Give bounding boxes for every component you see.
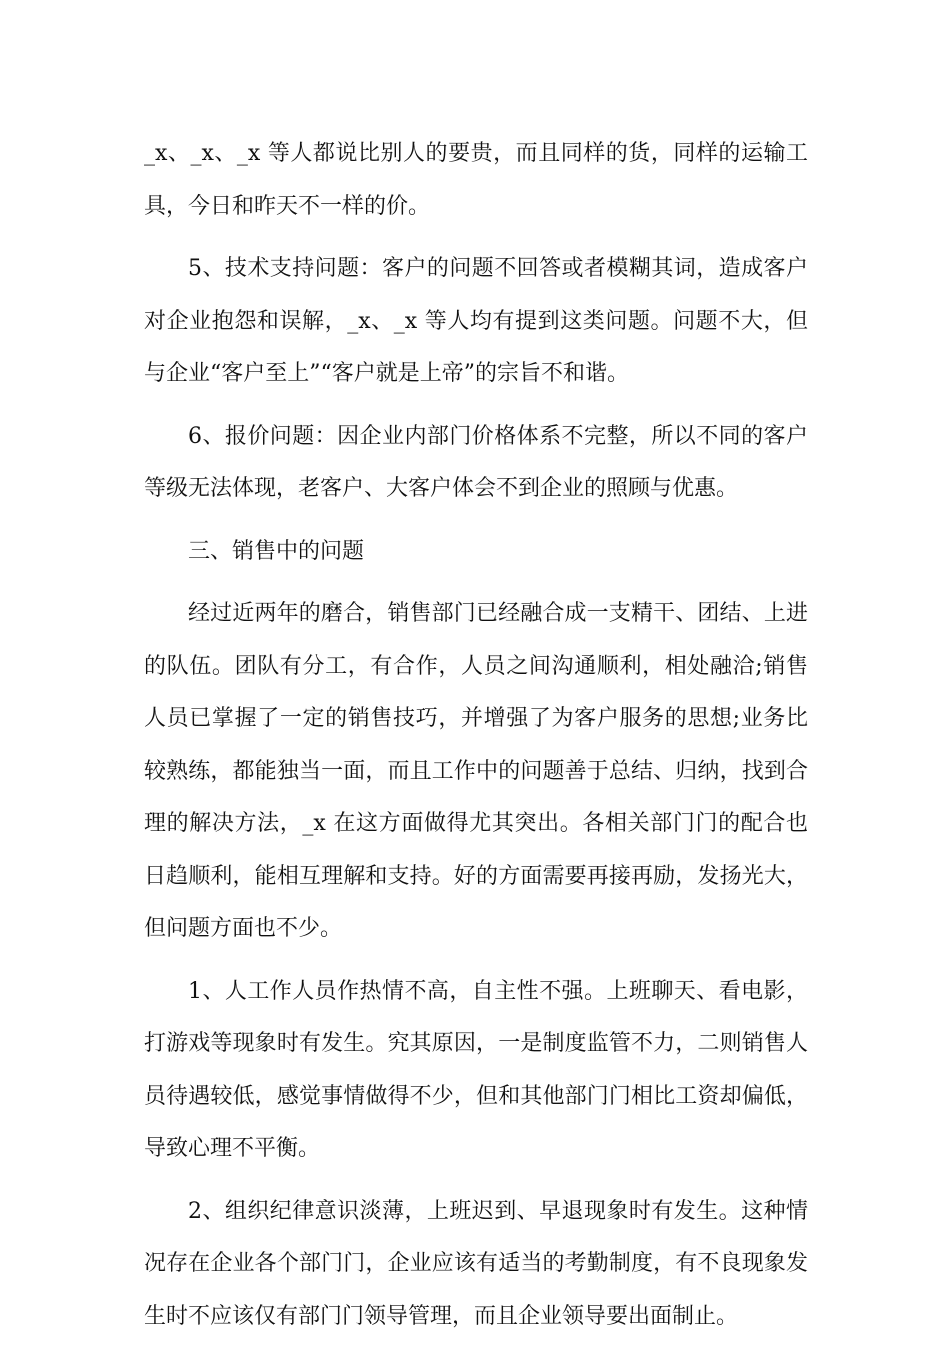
document-body <box>144 128 808 1353</box>
paragraph-section-intro: 经过近两年的磨合，销售部门已经融合成一支精干、团结、上进的队伍。团队有分工，有合作，人员之间沟通顺利，相处融洽;销售人员已掌握了一定的销售技巧，并增强了为客户服务的思想;业务比较熟练，都能独当一面，而且工作中的问题善于总结、归纳，找到合理的解决方法，_x 在这方面做得尤其突出。各相关部门门的配合也日趋顺利，能相互理解和支持。好的方面需要再接再励，发扬光大，但问题方面也不少。 <box>144 601 808 941</box>
paragraph-item-1: 1、人工作人员作热情不高，自主性不强。上班聊天、看电影，打游戏等现象时有发生。究其原因，一是制度监管不力，二则销售人员待遇较低，感觉事情做得不少，但和其他部门门相比工资却偏低，导致心理不平衡。 <box>144 978 808 1161</box>
paragraph-continuation: _x、_x、_x 等人都说比别人的要贵，而且同样的货，同样的运输工具，今日和昨天不一样的价。 <box>144 141 808 219</box>
paragraph-item-2: 2、组织纪律意识淡薄，上班迟到、早退现象时有发生。这种情况存在企业各个部门门，企业应该有适当的考勤制度，有不良现象发生时不应该仅有部门门领导管理，而且企业领导要出面制止。 <box>144 1198 808 1329</box>
paragraph-item-5: 5、技术支持问题：客户的问题不回答或者模糊其词，造成客户对企业抱怨和误解，_x、_x 等人均有提到这类问题。问题不大，但与企业“客户至上”“客户就是上帝”的宗旨不和谐。 <box>144 256 808 386</box>
section-heading: 三、销售中的问题 <box>188 538 365 564</box>
paragraph-item-6: 6、报价问题：因企业内部门价格体系不完整，所以不同的客户等级无法体现，老客户、大客户体会不到企业的照顾与优惠。 <box>144 423 808 501</box>
